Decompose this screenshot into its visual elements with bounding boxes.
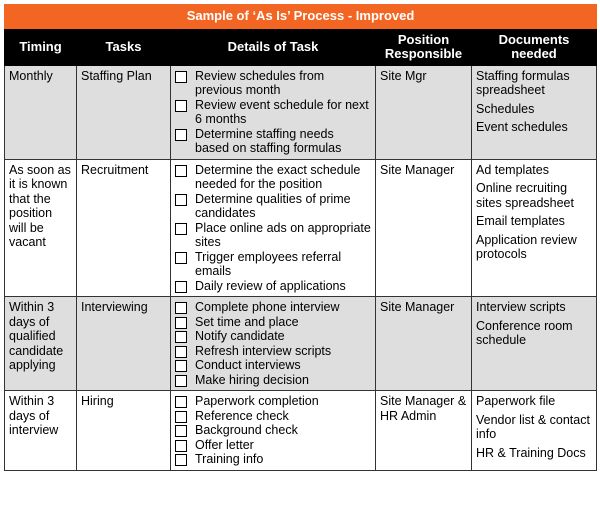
table-title: Sample of ‘As Is’ Process - Improved	[5, 5, 597, 29]
task-item-label: Make hiring decision	[195, 372, 309, 387]
checkbox[interactable]	[175, 331, 187, 343]
cell-position: Site Manager	[376, 297, 472, 391]
document-item: Event schedules	[476, 120, 568, 134]
task-checklist-item[interactable]	[175, 279, 371, 294]
cell-position: Site Mgr	[376, 65, 472, 159]
task-checklist-item[interactable]	[175, 394, 371, 409]
table-row	[5, 65, 597, 159]
cell-documents	[472, 65, 597, 159]
document-item: Vendor list & contact info	[476, 412, 590, 441]
task-checklist-item[interactable]	[175, 250, 371, 279]
cell-timing: Within 3 days of interview	[5, 391, 77, 471]
checkbox[interactable]	[175, 360, 187, 372]
document-item: Conference room schedule	[476, 318, 573, 347]
checkbox[interactable]	[175, 425, 187, 437]
task-item-label: Background check	[195, 423, 298, 437]
checkbox[interactable]	[175, 165, 187, 177]
task-checklist-item[interactable]	[175, 409, 371, 424]
task-item-label: Determine the exact schedule needed for the position	[195, 162, 361, 191]
cell-documents	[472, 297, 597, 391]
cell-timing: As soon as it is known that the position will be vacant	[5, 159, 77, 297]
checkbox[interactable]	[175, 100, 187, 112]
checkbox[interactable]	[175, 194, 187, 206]
task-checklist-item[interactable]	[175, 438, 371, 453]
table-row	[5, 159, 597, 297]
task-checklist-item[interactable]	[175, 69, 371, 98]
document-item: Interview scripts	[476, 300, 566, 314]
table-row	[5, 391, 597, 471]
task-checklist-item[interactable]	[175, 329, 371, 344]
checkbox[interactable]	[175, 252, 187, 264]
checkbox[interactable]	[175, 317, 187, 329]
table-row	[5, 297, 597, 391]
cell-details	[171, 159, 376, 297]
task-item-label: Determine staffing needs based on staffing formulas	[195, 126, 342, 155]
checkbox[interactable]	[175, 375, 187, 387]
task-item-label: Paperwork completion	[195, 394, 319, 408]
checkbox[interactable]	[175, 281, 187, 293]
document-item: Staffing formulas spreadsheet	[476, 68, 570, 97]
task-checklist-item[interactable]	[175, 358, 371, 373]
task-checklist-item[interactable]	[175, 373, 371, 388]
task-checklist-item[interactable]	[175, 315, 371, 330]
task-item-label: Offer letter	[195, 437, 254, 452]
task-item-label: Conduct interviews	[195, 358, 301, 372]
task-item-label: Review schedules from previous month	[195, 68, 325, 97]
task-item-label: Refresh interview scripts	[195, 343, 332, 358]
cell-position: Site Manager & HR Admin	[376, 391, 472, 471]
task-checklist-item[interactable]	[175, 98, 371, 127]
document-item: Email templates	[476, 214, 565, 228]
cell-details	[171, 65, 376, 159]
task-checklist-item[interactable]	[175, 221, 371, 250]
checkbox[interactable]	[175, 71, 187, 83]
cell-task: Recruitment	[77, 159, 171, 297]
checkbox[interactable]	[175, 454, 187, 466]
task-checklist-item[interactable]	[175, 300, 371, 315]
header-timing: Timing	[5, 28, 77, 65]
task-item-label: Review event schedule for next 6 months	[195, 97, 369, 126]
task-item-label: Set time and place	[195, 314, 299, 329]
task-item-label: Place online ads on appropriate sites	[195, 220, 371, 249]
checkbox[interactable]	[175, 346, 187, 358]
task-item-label: Training info	[195, 452, 264, 466]
cell-documents	[472, 159, 597, 297]
cell-task: Staffing Plan	[77, 65, 171, 159]
task-item-label: Reference check	[195, 408, 289, 423]
task-checklist-item[interactable]	[175, 192, 371, 221]
task-item-label: Determine qualities of prime candidates	[195, 191, 351, 220]
header-row	[5, 28, 597, 65]
task-checklist-item[interactable]	[175, 452, 371, 467]
checkbox[interactable]	[175, 302, 187, 314]
cell-position: Site Manager	[376, 159, 472, 297]
task-checklist-item[interactable]	[175, 127, 371, 156]
checkbox[interactable]	[175, 129, 187, 141]
header-position: Position Responsible	[376, 28, 472, 65]
document-item: Ad templates	[476, 162, 549, 177]
process-table	[4, 4, 597, 471]
cell-details	[171, 391, 376, 471]
cell-timing: Monthly	[5, 65, 77, 159]
header-documents: Documents needed	[472, 28, 597, 65]
cell-timing: Within 3 days of qualified candidate applying	[5, 297, 77, 391]
task-item-label: Daily review of applications	[195, 278, 346, 293]
task-item-label: Notify candidate	[195, 329, 285, 343]
task-checklist-item[interactable]	[175, 344, 371, 359]
checkbox[interactable]	[175, 396, 187, 408]
document-item: HR & Training Docs	[476, 445, 586, 460]
cell-details	[171, 297, 376, 391]
cell-task: Hiring	[77, 391, 171, 471]
document-item: Schedules	[476, 101, 535, 116]
checkbox[interactable]	[175, 440, 187, 452]
title-banner	[5, 5, 597, 29]
task-checklist-item[interactable]	[175, 423, 371, 438]
document-item: Application review protocols	[476, 232, 577, 261]
task-item-label: Trigger employees referral emails	[195, 249, 342, 278]
task-checklist-item[interactable]	[175, 163, 371, 192]
document-item: Paperwork file	[476, 394, 556, 408]
checkbox[interactable]	[175, 223, 187, 235]
checkbox[interactable]	[175, 411, 187, 423]
cell-documents	[472, 391, 597, 471]
header-tasks: Tasks	[77, 28, 171, 65]
cell-task: Interviewing	[77, 297, 171, 391]
task-item-label: Complete phone interview	[195, 300, 340, 314]
header-details: Details of Task	[171, 28, 376, 65]
document-item: Online recruiting sites spreadsheet	[476, 181, 574, 210]
